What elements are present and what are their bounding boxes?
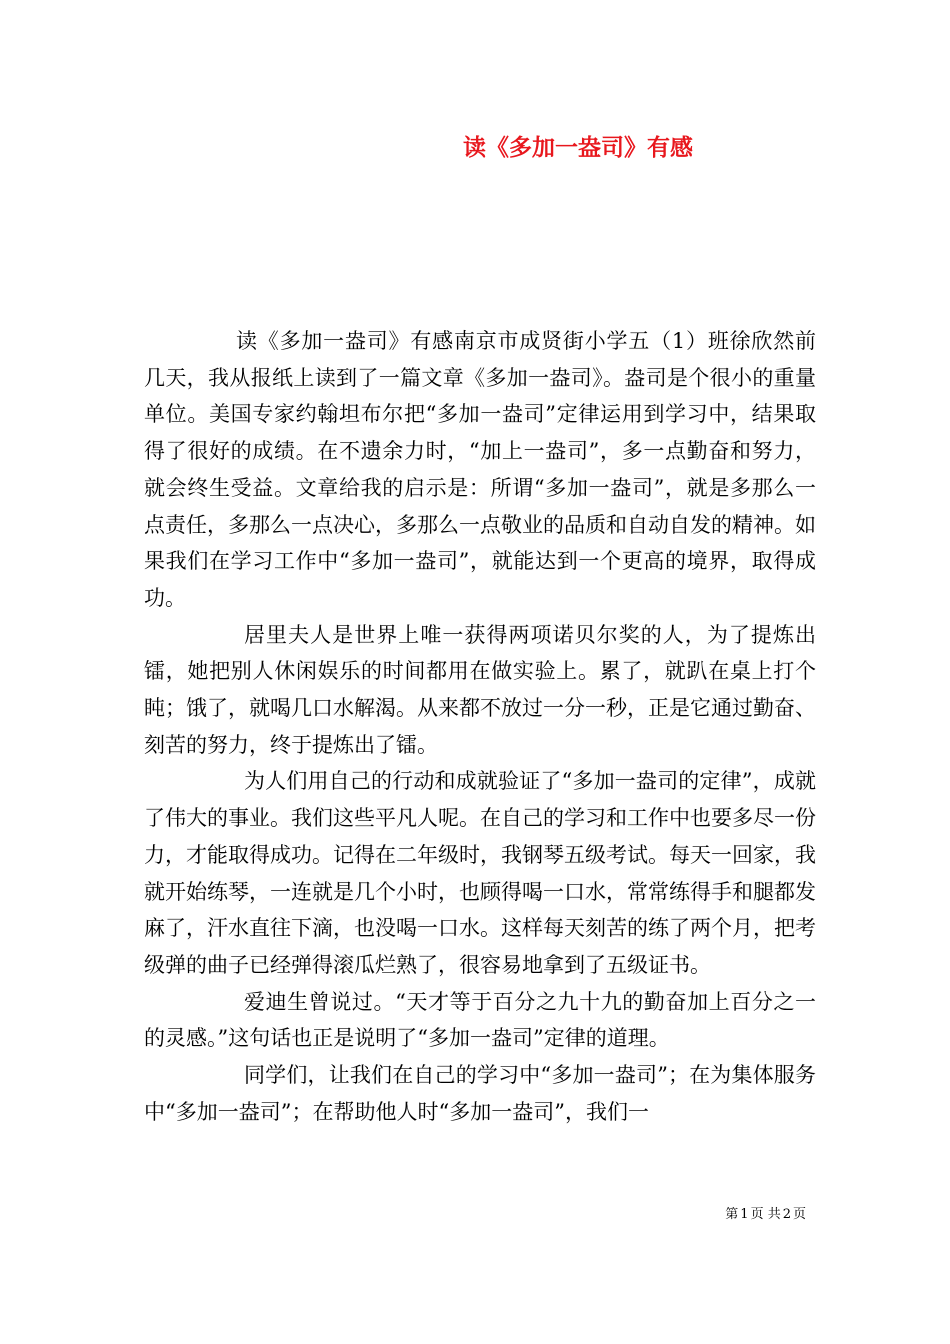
- page-suffix: 页: [792, 1207, 806, 1222]
- paragraph-closing: 同学们，让我们在自己的学习中“多加一盎司”；在为集体服务中“多加一盎司”；在帮助他人时“多加一盎司”，我们一: [144, 1063, 816, 1124]
- page-prefix: 第: [725, 1207, 739, 1222]
- paragraph-edison: 爱迪生曾说过。“天才等于百分之九十九的勤奋加上百分之一的灵感。”这句话也正是说明了“多加一盎司”定律的道理。: [144, 989, 816, 1051]
- page-number-footer: [725, 1206, 806, 1224]
- paragraph-piano: 为人们用自己的行动和成就验证了“多加一盎司的定律”，成就了伟大的事业。我们这些平凡人呢。在自己的学习和工作中也要多尽一份力，才能取得成功。记得在二年级时，我钢琴五级考试。每天一回家，我就开始练琴，一连就是几个小时，也顾得喝一口水，常常练得手和腿都发麻了，汗水直往下滴，也没喝一口水。这样每天刻苦的练了两个月，把考级弹的曲子已经弹得滚瓜烂熟了，很容易地拿到了五级证书。: [144, 769, 816, 977]
- page-current: 1: [740, 1207, 749, 1222]
- paragraph-intro: 读《多加一盎司》有感南京市成贤街小学五（1）班徐欣然前几天，我从报纸上读到了一篇文章《多加一盎司》。盎司是个很小的重量单位。美国专家约翰坦布尔把“多加一盎司”定律运用到学习中，结果取得了很好的成绩。在不遗余力时，“加上一盎司”，多一点勤奋和努力，就会终生受益。文章给我的启示是：所谓“多加一盎司”，就是多那么一点责任，多那么一点决心，多那么一点敬业的品质和自动自发的精神。如果我们在学习工作中“多加一盎司”，就能达到一个更高的境界，取得成功。: [144, 329, 816, 610]
- document-title: 读《多加一盎司》有感: [463, 134, 693, 161]
- page-total: 2: [782, 1207, 791, 1222]
- page-mid: 页 共: [750, 1207, 781, 1222]
- paragraph-curie: 居里夫人是世界上唯一获得两项诺贝尔奖的人，为了提炼出镭，她把别人休闲娱乐的时间都用在做实验上。累了，就趴在桌上打个盹；饿了，就喝几口水解渴。从来都不放过一分一秒，正是它通过勤奋、刻苦的努力，终于提炼出了镭。: [144, 622, 816, 757]
- document-body: [144, 323, 816, 1130]
